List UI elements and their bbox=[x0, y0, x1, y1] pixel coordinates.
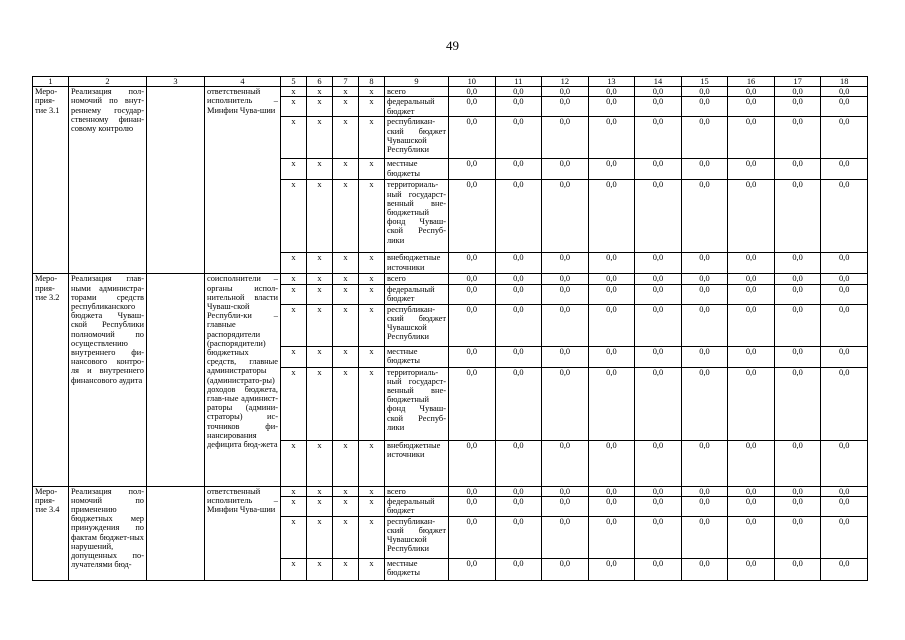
value-cell: 0,0 bbox=[728, 274, 775, 284]
value-cell: 0,0 bbox=[495, 346, 542, 367]
measure-code: Меро-прия-тие 3.2 bbox=[33, 274, 69, 486]
code-cell: x bbox=[307, 180, 333, 253]
code-cell: x bbox=[359, 516, 385, 558]
value-cell: 0,0 bbox=[681, 304, 728, 346]
responsible-executor: ответственный исполнитель – Минфин Чува-шии bbox=[205, 486, 281, 580]
value-cell: 0,0 bbox=[774, 253, 821, 274]
value-cell: 0,0 bbox=[681, 346, 728, 367]
value-cell: 0,0 bbox=[542, 346, 589, 367]
code-cell: x bbox=[359, 253, 385, 274]
value-cell: 0,0 bbox=[542, 253, 589, 274]
code-cell: x bbox=[333, 496, 359, 516]
code-cell: x bbox=[307, 159, 333, 180]
value-cell: 0,0 bbox=[728, 253, 775, 274]
header-cell: 11 bbox=[495, 77, 542, 87]
funding-source: местные бюджеты bbox=[385, 159, 449, 180]
value-cell: 0,0 bbox=[542, 284, 589, 304]
code-cell: x bbox=[359, 440, 385, 486]
value-cell: 0,0 bbox=[495, 117, 542, 159]
code-cell: x bbox=[281, 159, 307, 180]
col3-cell bbox=[147, 87, 205, 274]
value-cell: 0,0 bbox=[774, 87, 821, 97]
value-cell: 0,0 bbox=[495, 304, 542, 346]
value-cell: 0,0 bbox=[681, 367, 728, 440]
value-cell: 0,0 bbox=[588, 117, 635, 159]
header-cell: 8 bbox=[359, 77, 385, 87]
code-cell: x bbox=[307, 486, 333, 496]
funding-source: внебюджетные источники bbox=[385, 440, 449, 486]
value-cell: 0,0 bbox=[821, 97, 868, 117]
value-cell: 0,0 bbox=[495, 159, 542, 180]
code-cell: x bbox=[281, 180, 307, 253]
value-cell: 0,0 bbox=[495, 367, 542, 440]
value-cell: 0,0 bbox=[728, 346, 775, 367]
code-cell: x bbox=[307, 274, 333, 284]
value-cell: 0,0 bbox=[542, 558, 589, 580]
code-cell: x bbox=[359, 284, 385, 304]
value-cell: 0,0 bbox=[774, 496, 821, 516]
col3-cell bbox=[147, 274, 205, 486]
value-cell: 0,0 bbox=[635, 304, 682, 346]
value-cell: 0,0 bbox=[774, 284, 821, 304]
code-cell: x bbox=[307, 558, 333, 580]
funding-source: всего bbox=[385, 486, 449, 496]
code-cell: x bbox=[333, 304, 359, 346]
code-cell: x bbox=[281, 117, 307, 159]
value-cell: 0,0 bbox=[495, 516, 542, 558]
value-cell: 0,0 bbox=[449, 159, 496, 180]
value-cell: 0,0 bbox=[821, 117, 868, 159]
header-cell: 6 bbox=[307, 77, 333, 87]
value-cell: 0,0 bbox=[542, 304, 589, 346]
header-cell: 16 bbox=[728, 77, 775, 87]
code-cell: x bbox=[281, 558, 307, 580]
code-cell: x bbox=[333, 516, 359, 558]
value-cell: 0,0 bbox=[774, 274, 821, 284]
value-cell: 0,0 bbox=[542, 367, 589, 440]
value-cell: 0,0 bbox=[449, 97, 496, 117]
value-cell: 0,0 bbox=[449, 486, 496, 496]
code-cell: x bbox=[333, 97, 359, 117]
code-cell: x bbox=[307, 304, 333, 346]
col3-cell bbox=[147, 486, 205, 580]
value-cell: 0,0 bbox=[728, 180, 775, 253]
value-cell: 0,0 bbox=[774, 97, 821, 117]
value-cell: 0,0 bbox=[821, 304, 868, 346]
value-cell: 0,0 bbox=[821, 486, 868, 496]
code-cell: x bbox=[281, 346, 307, 367]
value-cell: 0,0 bbox=[635, 97, 682, 117]
measure-code: Меро-прия-тие 3.1 bbox=[33, 87, 69, 274]
value-cell: 0,0 bbox=[495, 496, 542, 516]
value-cell: 0,0 bbox=[635, 87, 682, 97]
value-cell: 0,0 bbox=[495, 558, 542, 580]
funding-source: всего bbox=[385, 274, 449, 284]
code-cell: x bbox=[281, 486, 307, 496]
value-cell: 0,0 bbox=[728, 440, 775, 486]
value-cell: 0,0 bbox=[495, 180, 542, 253]
code-cell: x bbox=[333, 284, 359, 304]
funding-source: территориаль-ный государст-венный вне-бюджетный фонд Чуваш-ской Респуб-лики bbox=[385, 367, 449, 440]
table-row bbox=[33, 274, 868, 284]
value-cell: 0,0 bbox=[821, 253, 868, 274]
value-cell: 0,0 bbox=[821, 87, 868, 97]
value-cell: 0,0 bbox=[821, 440, 868, 486]
value-cell: 0,0 bbox=[449, 180, 496, 253]
value-cell: 0,0 bbox=[588, 440, 635, 486]
header-cell: 5 bbox=[281, 77, 307, 87]
value-cell: 0,0 bbox=[449, 117, 496, 159]
value-cell: 0,0 bbox=[542, 180, 589, 253]
value-cell: 0,0 bbox=[449, 367, 496, 440]
value-cell: 0,0 bbox=[542, 274, 589, 284]
value-cell: 0,0 bbox=[635, 496, 682, 516]
responsible-executor: ответственный исполнитель – Минфин Чува-шии bbox=[205, 87, 281, 274]
value-cell: 0,0 bbox=[588, 87, 635, 97]
funding-source: местные бюджеты bbox=[385, 346, 449, 367]
value-cell: 0,0 bbox=[774, 304, 821, 346]
value-cell: 0,0 bbox=[681, 440, 728, 486]
value-cell: 0,0 bbox=[542, 87, 589, 97]
funding-source: федеральный бюджет bbox=[385, 97, 449, 117]
value-cell: 0,0 bbox=[495, 440, 542, 486]
value-cell: 0,0 bbox=[449, 516, 496, 558]
measure-code: Меро-прия-тие 3.4 bbox=[33, 486, 69, 580]
code-cell: x bbox=[333, 180, 359, 253]
value-cell: 0,0 bbox=[449, 496, 496, 516]
header-cell: 12 bbox=[542, 77, 589, 87]
value-cell: 0,0 bbox=[495, 253, 542, 274]
value-cell: 0,0 bbox=[542, 440, 589, 486]
value-cell: 0,0 bbox=[681, 496, 728, 516]
header-cell: 3 bbox=[147, 77, 205, 87]
code-cell: x bbox=[333, 346, 359, 367]
value-cell: 0,0 bbox=[635, 274, 682, 284]
value-cell: 0,0 bbox=[588, 97, 635, 117]
value-cell: 0,0 bbox=[821, 159, 868, 180]
value-cell: 0,0 bbox=[635, 159, 682, 180]
code-cell: x bbox=[281, 87, 307, 97]
header-cell: 14 bbox=[635, 77, 682, 87]
value-cell: 0,0 bbox=[728, 486, 775, 496]
value-cell: 0,0 bbox=[588, 496, 635, 516]
code-cell: x bbox=[333, 253, 359, 274]
code-cell: x bbox=[307, 516, 333, 558]
value-cell: 0,0 bbox=[542, 496, 589, 516]
value-cell: 0,0 bbox=[681, 486, 728, 496]
value-cell: 0,0 bbox=[821, 516, 868, 558]
value-cell: 0,0 bbox=[635, 558, 682, 580]
code-cell: x bbox=[281, 367, 307, 440]
value-cell: 0,0 bbox=[449, 284, 496, 304]
code-cell: x bbox=[281, 284, 307, 304]
responsible-executor: соисполнители – органы испол-нительной власти Чуваш-ской Республи-ки – главные распорядители (распорядители) бюджетных средств, главные администраторы (администрато-ры) доходов бюджета, глав-ные админист-раторы (админи-страторы) ис-точников фи-нансирования дефицита бюд-жета bbox=[205, 274, 281, 486]
code-cell: x bbox=[359, 87, 385, 97]
code-cell: x bbox=[307, 117, 333, 159]
code-cell: x bbox=[333, 159, 359, 180]
value-cell: 0,0 bbox=[774, 367, 821, 440]
value-cell: 0,0 bbox=[588, 304, 635, 346]
value-cell: 0,0 bbox=[681, 180, 728, 253]
code-cell: x bbox=[307, 346, 333, 367]
value-cell: 0,0 bbox=[588, 516, 635, 558]
code-cell: x bbox=[359, 486, 385, 496]
header-cell: 4 bbox=[205, 77, 281, 87]
code-cell: x bbox=[281, 496, 307, 516]
funding-source: федеральный бюджет bbox=[385, 496, 449, 516]
code-cell: x bbox=[307, 496, 333, 516]
value-cell: 0,0 bbox=[588, 180, 635, 253]
value-cell: 0,0 bbox=[542, 117, 589, 159]
value-cell: 0,0 bbox=[681, 253, 728, 274]
funding-source: республикан-ский бюджет Чувашской Республики bbox=[385, 516, 449, 558]
value-cell: 0,0 bbox=[821, 274, 868, 284]
funding-source: федеральный бюджет bbox=[385, 284, 449, 304]
value-cell: 0,0 bbox=[542, 516, 589, 558]
code-cell: x bbox=[359, 346, 385, 367]
value-cell: 0,0 bbox=[728, 97, 775, 117]
code-cell: x bbox=[359, 304, 385, 346]
value-cell: 0,0 bbox=[728, 87, 775, 97]
header-cell: 1 bbox=[33, 77, 69, 87]
code-cell: x bbox=[281, 516, 307, 558]
value-cell: 0,0 bbox=[821, 367, 868, 440]
value-cell: 0,0 bbox=[635, 367, 682, 440]
value-cell: 0,0 bbox=[821, 284, 868, 304]
value-cell: 0,0 bbox=[681, 97, 728, 117]
value-cell: 0,0 bbox=[728, 367, 775, 440]
value-cell: 0,0 bbox=[635, 516, 682, 558]
value-cell: 0,0 bbox=[681, 516, 728, 558]
page-number: 49 bbox=[446, 38, 459, 53]
code-cell: x bbox=[281, 440, 307, 486]
value-cell: 0,0 bbox=[542, 97, 589, 117]
code-cell: x bbox=[359, 496, 385, 516]
value-cell: 0,0 bbox=[495, 284, 542, 304]
header-cell: 2 bbox=[69, 77, 147, 87]
value-cell: 0,0 bbox=[681, 117, 728, 159]
code-cell: x bbox=[359, 180, 385, 253]
value-cell: 0,0 bbox=[542, 159, 589, 180]
code-cell: x bbox=[359, 117, 385, 159]
code-cell: x bbox=[359, 367, 385, 440]
funding-source: республикан-ский бюджет Чувашской Республики bbox=[385, 304, 449, 346]
value-cell: 0,0 bbox=[728, 117, 775, 159]
code-cell: x bbox=[333, 367, 359, 440]
measure-title: Реализация глав-ными администра-торами средств республиканского бюджета Чуваш-ской Республики полномочий по осуществлению внутреннего фи-нансового контро-ля и внутреннего финансового аудита bbox=[69, 274, 147, 486]
funding-table bbox=[32, 76, 868, 581]
value-cell: 0,0 bbox=[774, 180, 821, 253]
value-cell: 0,0 bbox=[449, 440, 496, 486]
value-cell: 0,0 bbox=[449, 253, 496, 274]
funding-source: республикан-ский бюджет Чувашской Республики bbox=[385, 117, 449, 159]
code-cell: x bbox=[359, 274, 385, 284]
header-cell: 13 bbox=[588, 77, 635, 87]
code-cell: x bbox=[281, 253, 307, 274]
value-cell: 0,0 bbox=[635, 486, 682, 496]
code-cell: x bbox=[307, 253, 333, 274]
value-cell: 0,0 bbox=[681, 274, 728, 284]
measure-title: Реализация пол-номочий по применению бюджетных мер принуждения по фактам бюджет-ных нарушений, допущенных по-лучателями бюд- bbox=[69, 486, 147, 580]
code-cell: x bbox=[307, 440, 333, 486]
value-cell: 0,0 bbox=[728, 516, 775, 558]
value-cell: 0,0 bbox=[774, 558, 821, 580]
code-cell: x bbox=[307, 87, 333, 97]
value-cell: 0,0 bbox=[495, 97, 542, 117]
header-cell: 15 bbox=[681, 77, 728, 87]
value-cell: 0,0 bbox=[588, 367, 635, 440]
value-cell: 0,0 bbox=[728, 304, 775, 346]
value-cell: 0,0 bbox=[588, 284, 635, 304]
value-cell: 0,0 bbox=[635, 440, 682, 486]
code-cell: x bbox=[333, 486, 359, 496]
code-cell: x bbox=[359, 97, 385, 117]
value-cell: 0,0 bbox=[728, 159, 775, 180]
code-cell: x bbox=[281, 304, 307, 346]
table-row bbox=[33, 87, 868, 97]
value-cell: 0,0 bbox=[728, 496, 775, 516]
value-cell: 0,0 bbox=[821, 180, 868, 253]
value-cell: 0,0 bbox=[588, 486, 635, 496]
value-cell: 0,0 bbox=[821, 496, 868, 516]
header-cell: 10 bbox=[449, 77, 496, 87]
value-cell: 0,0 bbox=[635, 180, 682, 253]
value-cell: 0,0 bbox=[681, 558, 728, 580]
code-cell: x bbox=[333, 87, 359, 97]
value-cell: 0,0 bbox=[635, 117, 682, 159]
value-cell: 0,0 bbox=[495, 87, 542, 97]
funding-source: внебюджетные источники bbox=[385, 253, 449, 274]
value-cell: 0,0 bbox=[588, 253, 635, 274]
value-cell: 0,0 bbox=[681, 284, 728, 304]
value-cell: 0,0 bbox=[588, 558, 635, 580]
header-row bbox=[33, 77, 868, 87]
code-cell: x bbox=[333, 274, 359, 284]
code-cell: x bbox=[307, 97, 333, 117]
value-cell: 0,0 bbox=[449, 558, 496, 580]
value-cell: 0,0 bbox=[774, 516, 821, 558]
value-cell: 0,0 bbox=[774, 117, 821, 159]
code-cell: x bbox=[281, 97, 307, 117]
header-cell: 7 bbox=[333, 77, 359, 87]
value-cell: 0,0 bbox=[821, 558, 868, 580]
funding-source: всего bbox=[385, 87, 449, 97]
code-cell: x bbox=[359, 159, 385, 180]
value-cell: 0,0 bbox=[821, 346, 868, 367]
value-cell: 0,0 bbox=[449, 304, 496, 346]
value-cell: 0,0 bbox=[774, 346, 821, 367]
code-cell: x bbox=[359, 558, 385, 580]
value-cell: 0,0 bbox=[588, 274, 635, 284]
value-cell: 0,0 bbox=[449, 346, 496, 367]
code-cell: x bbox=[333, 440, 359, 486]
value-cell: 0,0 bbox=[728, 558, 775, 580]
value-cell: 0,0 bbox=[774, 159, 821, 180]
code-cell: x bbox=[307, 367, 333, 440]
header-cell: 18 bbox=[821, 77, 868, 87]
value-cell: 0,0 bbox=[449, 87, 496, 97]
code-cell: x bbox=[333, 117, 359, 159]
value-cell: 0,0 bbox=[681, 87, 728, 97]
value-cell: 0,0 bbox=[681, 159, 728, 180]
value-cell: 0,0 bbox=[588, 346, 635, 367]
value-cell: 0,0 bbox=[588, 159, 635, 180]
code-cell: x bbox=[281, 274, 307, 284]
measure-title: Реализация пол-номочий по внут-реннему государ-ственному финан-совому контролю bbox=[69, 87, 147, 274]
value-cell: 0,0 bbox=[635, 346, 682, 367]
value-cell: 0,0 bbox=[774, 440, 821, 486]
value-cell: 0,0 bbox=[449, 274, 496, 284]
value-cell: 0,0 bbox=[495, 274, 542, 284]
code-cell: x bbox=[333, 558, 359, 580]
code-cell: x bbox=[307, 284, 333, 304]
funding-source: местные бюджеты bbox=[385, 558, 449, 580]
header-cell: 9 bbox=[385, 77, 449, 87]
value-cell: 0,0 bbox=[635, 284, 682, 304]
value-cell: 0,0 bbox=[542, 486, 589, 496]
header-cell: 17 bbox=[774, 77, 821, 87]
table-row bbox=[33, 486, 868, 496]
value-cell: 0,0 bbox=[635, 253, 682, 274]
value-cell: 0,0 bbox=[495, 486, 542, 496]
value-cell: 0,0 bbox=[774, 486, 821, 496]
value-cell: 0,0 bbox=[728, 284, 775, 304]
funding-source: территориаль-ный государст-венный вне-бюджетный фонд Чуваш-ской Респуб-лики bbox=[385, 180, 449, 253]
